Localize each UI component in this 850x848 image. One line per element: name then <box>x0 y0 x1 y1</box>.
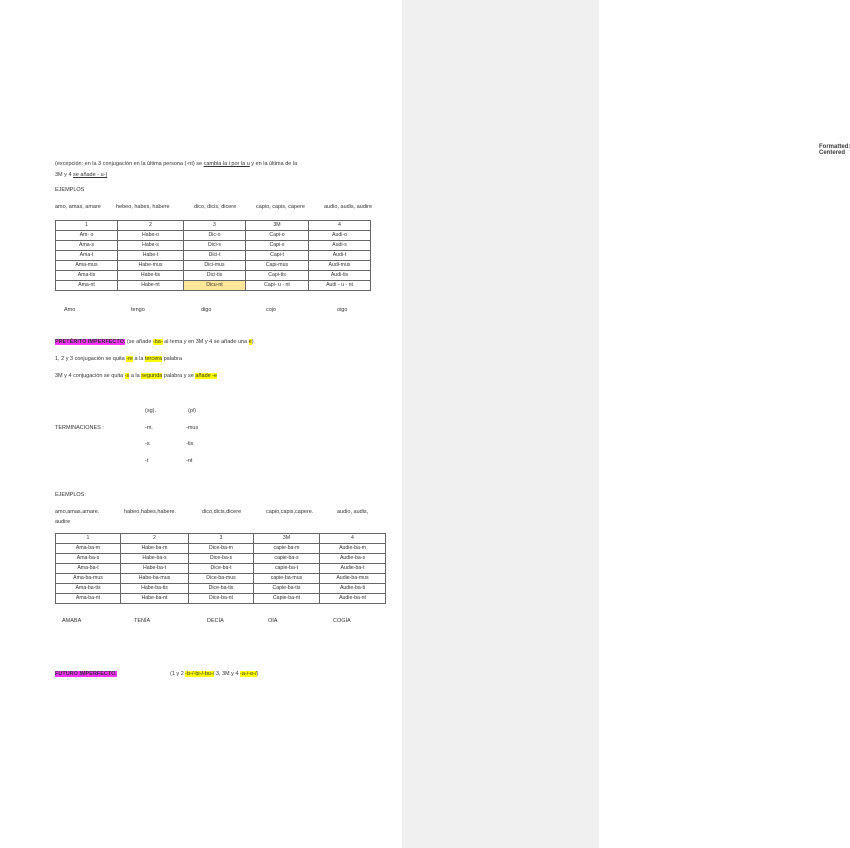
table-cell: Habe-o <box>118 231 184 241</box>
table-cell: Audie-ba-ti <box>320 584 386 594</box>
singular-ending: -s <box>145 441 150 447</box>
table-cell: Audie-ba-mus <box>320 574 386 584</box>
table-cell: capie-ba-m <box>254 544 320 554</box>
present-conjugation-table <box>55 220 371 291</box>
table-cell: Dice-ba-mus <box>189 574 254 584</box>
table-cell: Audie-ba-t <box>320 564 386 574</box>
table-cell: Dice-ba-tis <box>189 584 254 594</box>
table-cell: Ama-ba-mus <box>56 574 121 584</box>
highlight: -s <box>124 373 130 379</box>
translation: AMABA <box>62 618 82 624</box>
table-cell: Dici-mus <box>184 261 246 271</box>
table-cell: capie-ba-mus <box>254 574 320 584</box>
table-cell: Habe-tis <box>118 271 184 281</box>
table-row <box>56 544 386 554</box>
table-row <box>56 241 371 251</box>
table-cell: Dice-ba-s <box>189 554 254 564</box>
header-cell: 3M <box>254 534 320 544</box>
header-cell: 1 <box>56 534 121 544</box>
translations-row-2 <box>0 617 402 625</box>
table-cell: capie-ba-s <box>254 554 320 564</box>
preterito-line-1 <box>55 355 182 363</box>
preterito-rule: (se añade <box>126 339 153 345</box>
table-cell: capie-ba-t <box>254 564 320 574</box>
preterito-line-text: 3M y 4 conjugación se quita <box>55 373 125 379</box>
futuro-heading-line <box>55 670 117 678</box>
preterito-line-text: a la <box>129 373 142 379</box>
table-cell: Ama-ba-s <box>56 554 121 564</box>
table-cell: Audie-ba-m <box>320 544 386 554</box>
table-cell: Capi- u - nt <box>246 281 309 291</box>
infinitive: capio,capis,capere. <box>266 509 314 515</box>
table-cell: Dice-ba-nt <box>189 594 254 604</box>
table-cell: Capi-tis <box>246 271 309 281</box>
table-cell: Habe-ba-tis <box>121 584 189 594</box>
table-row <box>56 261 371 271</box>
translation: TENÍA <box>134 618 151 624</box>
table-cell: Capie-ba-nt <box>254 594 320 604</box>
table-cell: Audie-ba-s <box>320 554 386 564</box>
table-cell: Capi-mus <box>246 261 309 271</box>
table-row <box>56 251 371 261</box>
table-header-row <box>56 534 386 544</box>
preterito-rule-mid: al tema y en 3M y 4 se añade una <box>162 339 249 345</box>
document-page <box>0 0 402 848</box>
preterito-heading-line <box>55 338 254 346</box>
infinitive: dico,dicis,dicere <box>202 509 242 515</box>
preterito-line-text: 1, 2 y 3 conjugación se quita <box>55 356 127 362</box>
plural-ending: -nt <box>186 458 193 464</box>
highlight: -re <box>126 356 133 362</box>
table-row <box>56 281 371 291</box>
infinitive: capio, capis, capere <box>256 204 305 210</box>
singular-header: (sg). <box>145 408 156 414</box>
table-cell: Habe-nt <box>118 281 184 291</box>
header-cell: 3 <box>184 221 246 231</box>
table-header-row <box>56 221 371 231</box>
translation: Amo <box>64 307 76 313</box>
translation: COGÍA <box>333 618 351 624</box>
infinitive: audio, audis, audire <box>324 204 373 210</box>
table-cell: Capie-ba-tis <box>254 584 320 594</box>
table-cell: Habe-mus <box>118 261 184 271</box>
futuro-rule-text: (1 y 2 <box>170 671 186 677</box>
header-cell: 1 <box>56 221 118 231</box>
infinitive: audio, audis, <box>337 509 369 515</box>
table-cell: Dici-tis <box>184 271 246 281</box>
table-row <box>56 574 386 584</box>
table-cell: Ama-ba-tis <box>56 584 121 594</box>
table-cell: Habe-ba-mus <box>121 574 189 584</box>
translation: DECÍA <box>207 618 224 624</box>
translation: oigo <box>337 307 348 313</box>
table-cell: Audi-mus <box>309 261 371 271</box>
header-cell: 3M <box>246 221 309 231</box>
preterito-rule-end: ) <box>251 339 254 345</box>
table-cell: Capi-t <box>246 251 309 261</box>
table-cell: Am- o <box>56 231 118 241</box>
exception-underlined: cambia la i por la u <box>203 161 250 167</box>
comment-label: Formatted: Centered <box>819 144 850 156</box>
futuro-title: FUTURO IMPERFECTO. <box>55 671 117 677</box>
table-cell: Dici-t <box>184 251 246 261</box>
translation: cojo <box>266 307 277 313</box>
futuro-rule-text: 3, 3M y 4 <box>214 671 241 677</box>
table-cell: Habe-s <box>118 241 184 251</box>
infinitive: amo, amas, amare <box>55 204 101 210</box>
preterito-line-text: a la <box>132 356 145 362</box>
infinitive: habeo,habes,habere. <box>124 509 176 515</box>
header-cell: 2 <box>121 534 189 544</box>
preterito-line-text: palabra y se <box>162 373 196 379</box>
infinitive-continued: audire <box>55 519 71 525</box>
plural-header: (pl) <box>188 408 196 414</box>
table-cell: Audi - u - nt <box>309 281 371 291</box>
exception-line-2 <box>55 171 107 179</box>
exception-text: (excepción: en la 3 conjugación en la última persona (-nt) se <box>55 161 204 167</box>
singular-ending: -m. <box>145 425 153 431</box>
table-cell: Audi-o <box>309 231 371 241</box>
table-cell: Ama-mus <box>56 261 118 271</box>
table-cell: Habe-ba-t <box>121 564 189 574</box>
table-cell: Habe-ba-m <box>121 544 189 554</box>
table-row <box>56 564 386 574</box>
table-row <box>56 554 386 564</box>
table-row <box>56 271 371 281</box>
preterito-rule-highlight: -ba- <box>152 339 163 345</box>
futuro-rule-text: ) <box>256 671 259 677</box>
table-cell: Ama-t <box>56 251 118 261</box>
table-cell: Audie-ba-nt <box>320 594 386 604</box>
highlight: tercera <box>144 356 163 362</box>
translations-row-1 <box>0 306 402 314</box>
table-cell: Ama-ba-nt <box>56 594 121 604</box>
table-cell: Habe-t <box>118 251 184 261</box>
table-cell: Habe-ba-s <box>121 554 189 564</box>
table-row <box>56 594 386 604</box>
examples-heading-1: EJEMPLOS <box>55 187 85 193</box>
header-cell: 4 <box>320 534 386 544</box>
exception-text-end: y en la última de la <box>249 161 298 167</box>
table-row <box>56 584 386 594</box>
translation: digo <box>201 307 212 313</box>
terminations-label: TERMINACIONES : <box>55 425 104 431</box>
highlight: -b-/-bi-/-bu-/ <box>185 671 215 677</box>
header-cell: 3 <box>189 534 254 544</box>
highlight: segunda <box>141 373 163 379</box>
translation: OÍA <box>268 618 278 624</box>
table-cell: Ama-ba-m <box>56 544 121 554</box>
infinitives-row-2 <box>0 508 402 516</box>
table-cell: Audi-s <box>309 241 371 251</box>
preterito-rule-highlight-2: e <box>248 339 252 345</box>
exception-underlined-2: se añade - u-) <box>73 172 108 178</box>
preterito-line-text: palabra <box>162 356 182 362</box>
table-row <box>56 231 371 241</box>
exception-line-1 <box>55 160 297 168</box>
infinitive: amo,amas,amare. <box>55 509 100 515</box>
header-cell: 2 <box>118 221 184 231</box>
exception-text-2: 3M y 4 <box>55 172 74 178</box>
infinitive: dico, dicis, dicere <box>194 204 237 210</box>
examples-heading-2: EJEMPLOS: <box>55 492 86 498</box>
table-cell: Ama-s <box>56 241 118 251</box>
singular-ending: -t <box>145 458 149 464</box>
table-cell: Habe-ba-nt <box>121 594 189 604</box>
header-cell: 4 <box>309 221 371 231</box>
table-cell: Ama-ba-t <box>56 564 121 574</box>
table-cell: Capi-o <box>246 231 309 241</box>
table-cell: Dici-s <box>184 241 246 251</box>
futuro-rule <box>170 670 258 678</box>
infinitive: hebeo, habes, habere <box>116 204 170 210</box>
table-cell: Dice-ba-m <box>189 544 254 554</box>
plural-ending: -mus <box>186 425 199 431</box>
table-cell: Capi-s <box>246 241 309 251</box>
highlight: añade -e <box>195 373 218 379</box>
translation: tengo <box>131 307 145 313</box>
infinitives-row-1 <box>0 203 402 211</box>
table-cell: Ama-tis <box>56 271 118 281</box>
table-cell: Ama-nt <box>56 281 118 291</box>
table-cell: Audi-t <box>309 251 371 261</box>
imperfect-conjugation-table <box>55 533 386 604</box>
preterito-line-2 <box>55 372 217 380</box>
preterito-title: PRETÉRITO IMPERFECTO. <box>55 339 126 345</box>
table-cell: Audi-tis <box>309 271 371 281</box>
table-cell: Dic-o <box>184 231 246 241</box>
comment-sidebar <box>402 0 850 848</box>
plural-ending: -tis <box>186 441 194 447</box>
highlight: -a-/-e-/ <box>240 671 257 677</box>
highlighted-cell: Dicu-nt <box>184 281 246 291</box>
table-cell: Dice-ba-t <box>189 564 254 574</box>
